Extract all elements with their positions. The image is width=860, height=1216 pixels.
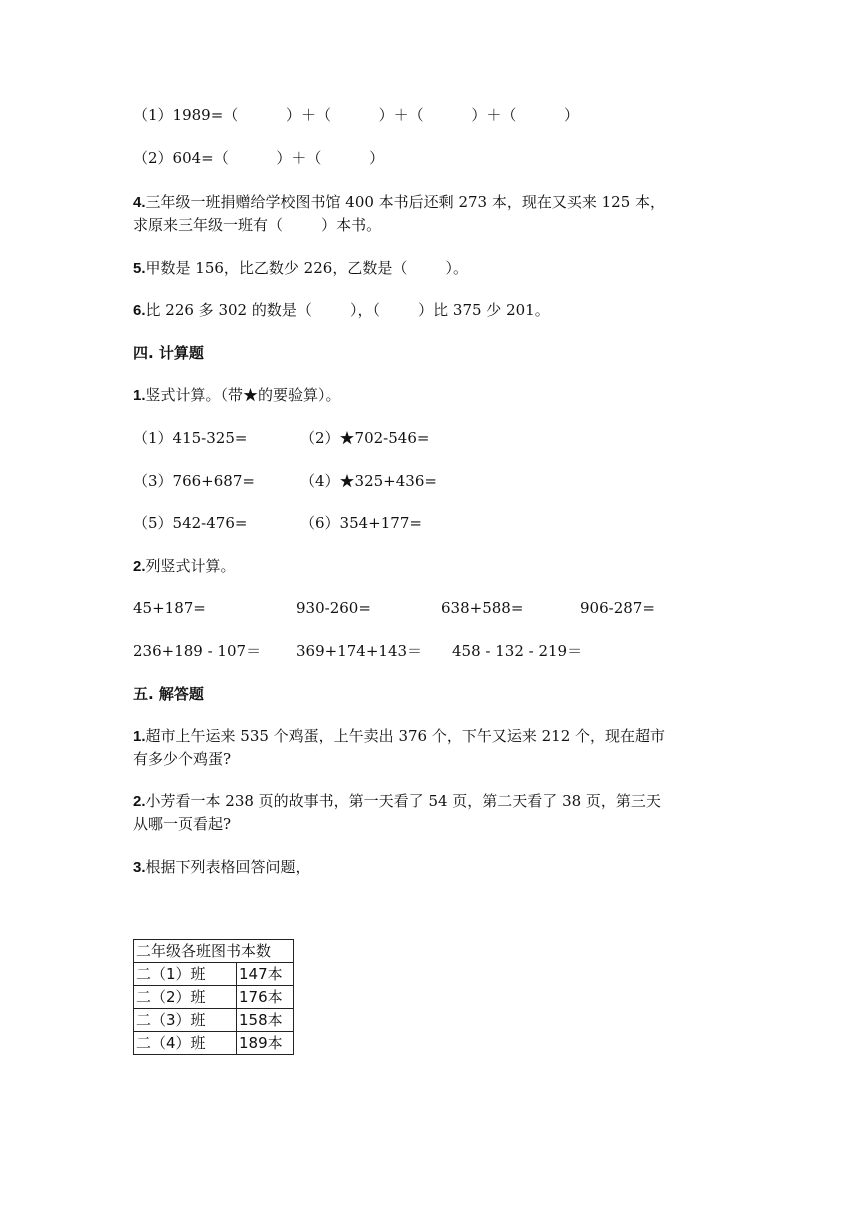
calc-item: 458 - 132 - 219＝	[452, 642, 583, 660]
question-5	[133, 257, 468, 280]
calc-item: 236+189 - 107＝	[133, 642, 262, 660]
question-text: 三年级一班捐赠给学校图书馆 400 本书后还剩 273 本，现在又买来 125 本，	[145, 193, 666, 211]
fill-item-604: （2）604=（ ）＋（ ）	[133, 149, 385, 167]
book-count-cell: 158本	[237, 1009, 294, 1032]
question-number: 2.	[133, 558, 146, 575]
calc-item: （6）354+177=	[300, 514, 422, 532]
section4-question-2	[133, 555, 236, 578]
section4-question-1	[133, 384, 341, 407]
question-text: 甲数是 156，比乙数少 226，乙数是（ ）。	[145, 259, 468, 277]
calc-item: 45+187=	[133, 599, 206, 617]
question-text: 超市上午运来 535 个鸡蛋，上午卖出 376 个，下午又运来 212 个，现在超市	[145, 727, 666, 745]
question-number: 1.	[133, 387, 146, 404]
question-4-line2: 求原来三年级一班有（ ）本书。	[133, 216, 382, 234]
calc-item: （3）766+687=	[133, 472, 255, 490]
question-4-line1	[133, 191, 665, 214]
calc-item: 930-260=	[296, 599, 371, 617]
section-5-heading: 五. 解答题	[133, 685, 204, 703]
section5-question-2-line1	[133, 790, 661, 813]
calc-item: 638+588=	[441, 599, 524, 617]
calc-item: 906-287=	[580, 599, 655, 617]
section5-question-2-line2: 从哪一页看起?	[133, 815, 232, 833]
question-number: 4.	[133, 194, 146, 211]
question-number: 5.	[133, 260, 146, 277]
book-count-cell: 147本	[237, 963, 294, 986]
table-title: 二年级各班图书本数	[134, 940, 294, 963]
question-text: 竖式计算。（带★的要验算）。	[145, 386, 341, 404]
books-table	[133, 939, 294, 1055]
class-name-cell: 二（2）班	[134, 986, 237, 1009]
class-name-cell: 二（1）班	[134, 963, 237, 986]
book-count-cell: 189本	[237, 1032, 294, 1055]
calc-item: （4）★325+436=	[300, 472, 437, 490]
calc-item: 369+174+143＝	[296, 642, 423, 660]
table-title-row	[134, 940, 294, 963]
table-row	[134, 986, 294, 1009]
table-row	[134, 1009, 294, 1032]
calc-item: （5）542-476=	[133, 514, 248, 532]
section-4-heading: 四. 计算题	[133, 344, 204, 362]
question-text: 列竖式计算。	[145, 557, 236, 575]
book-count-cell: 176本	[237, 986, 294, 1009]
question-text: 小芳看一本 238 页的故事书，第一天看了 54 页，第二天看了 38 页，第三天	[145, 792, 661, 810]
fill-item-1989: （1）1989=（ ）＋（ ）＋（ ）＋（ ）	[133, 106, 580, 124]
question-6	[133, 299, 550, 322]
section5-question-3	[133, 856, 311, 879]
section5-question-1-line2: 有多少个鸡蛋?	[133, 750, 232, 768]
section5-question-1-line1	[133, 725, 665, 748]
question-number: 3.	[133, 859, 146, 876]
calc-item: （2）★702-546=	[300, 429, 430, 447]
table-row	[134, 1032, 294, 1055]
class-name-cell: 二（3）班	[134, 1009, 237, 1032]
question-number: 6.	[133, 302, 146, 319]
question-number: 1.	[133, 728, 146, 745]
table-row	[134, 963, 294, 986]
class-name-cell: 二（4）班	[134, 1032, 237, 1055]
question-number: 2.	[133, 793, 146, 810]
calc-item: （1）415-325=	[133, 429, 248, 447]
question-text: 根据下列表格回答问题，	[145, 858, 311, 876]
question-text: 比 226 多 302 的数是（ ），（ ）比 375 少 201。	[145, 301, 550, 319]
